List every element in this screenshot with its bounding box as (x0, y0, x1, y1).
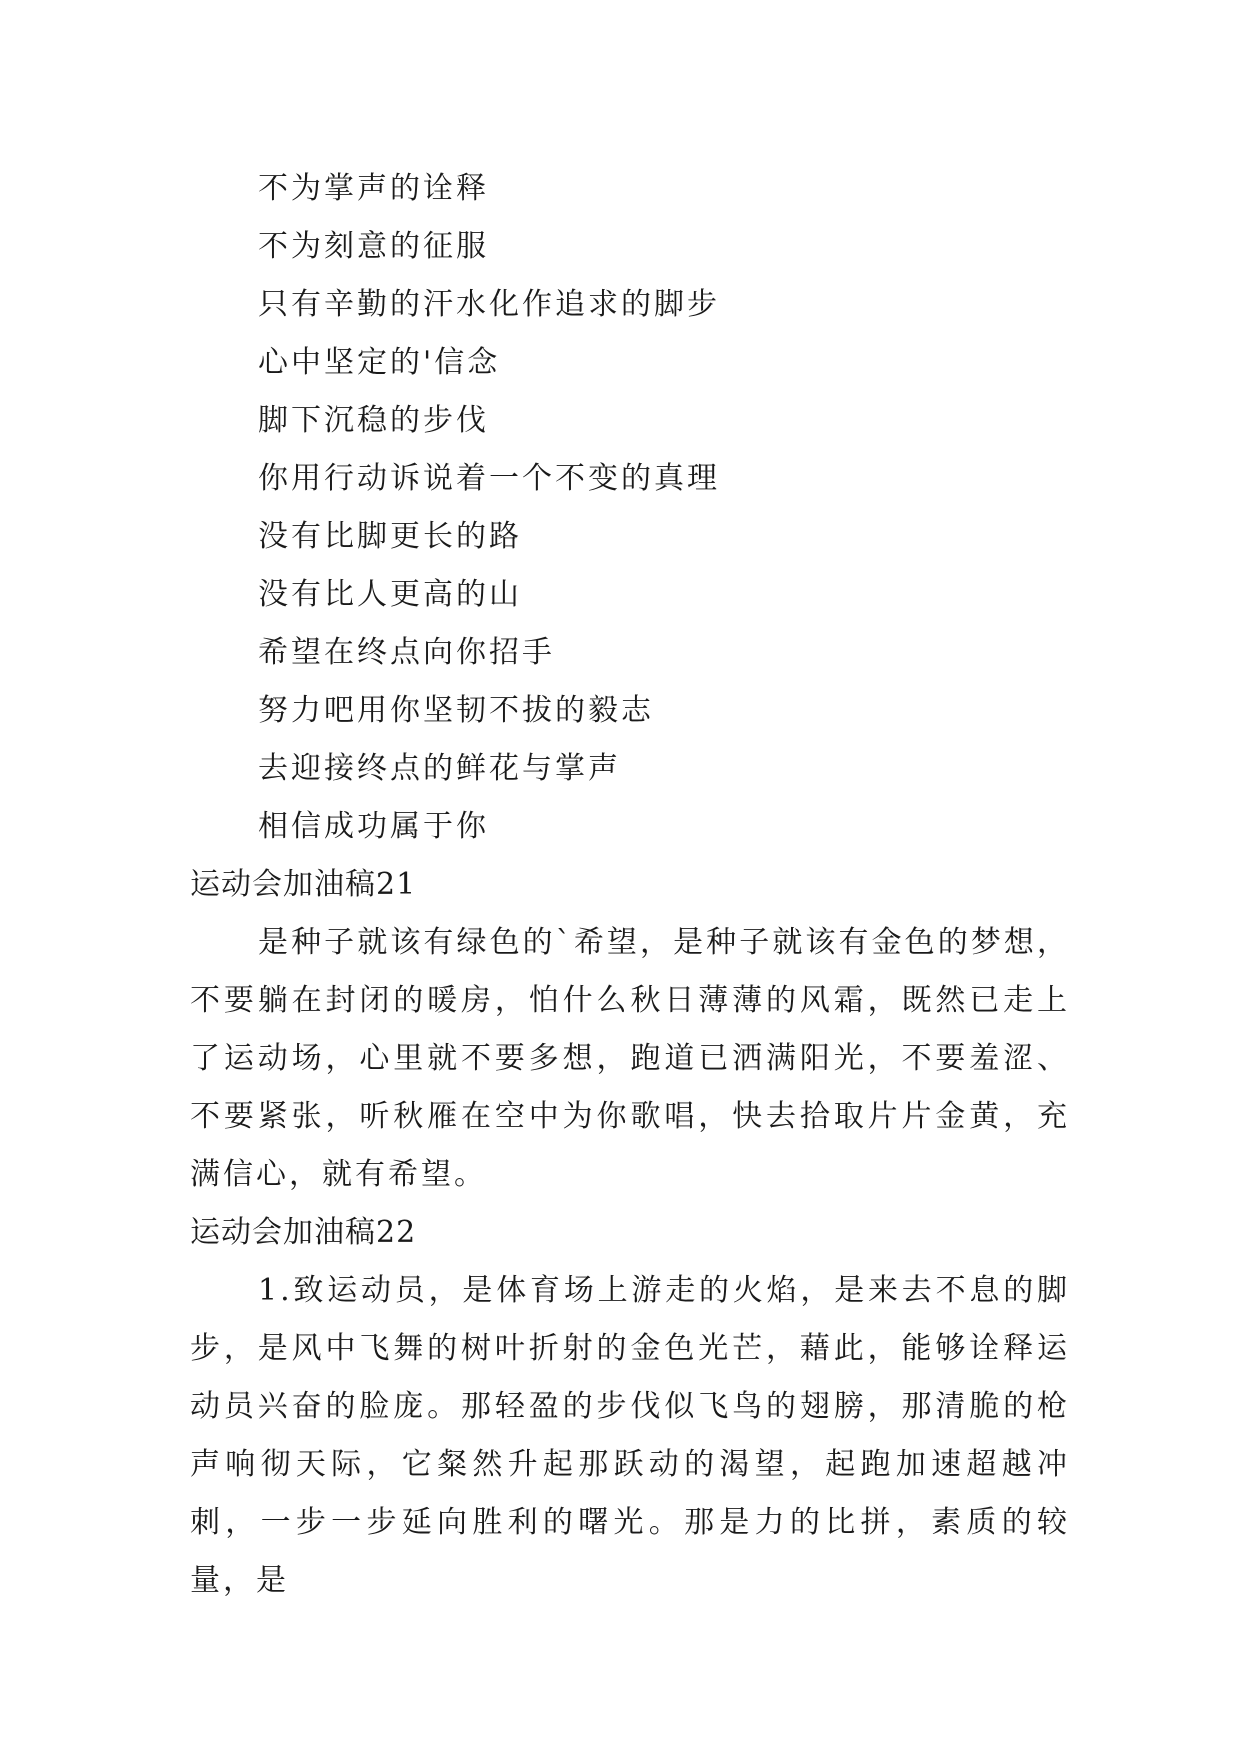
section-22-heading: 运动会加油稿22 (190, 1215, 417, 1250)
document-body (190, 160, 1070, 1610)
poem-line: 只有辛勤的汗水化作追求的脚步 (258, 287, 720, 322)
poem-line: 心中坚定的'信念 (258, 345, 501, 380)
section-21-paragraph: 是种子就该有绿色的`希望，是种子就该有金色的梦想，不要躺在封闭的暖房，怕什么秋日薄薄的风霜，既然已走上了运动场，心里就不要多想，跑道已洒满阳光，不要羞涩、不要紧张，听秋雁在空中为你歌唱，快去拾取片片金黄，充满信心，就有希望。 (190, 925, 1070, 1192)
poem-line: 去迎接终点的鲜花与掌声 (258, 751, 621, 786)
poem-block (190, 160, 1070, 856)
poem-line: 没有比脚更长的路 (258, 519, 522, 554)
poem-line: 努力吧用你坚韧不拔的毅志 (258, 693, 654, 728)
poem-line: 希望在终点向你招手 (258, 635, 555, 670)
section-22-paragraph: 1.致运动员，是体育场上游走的火焰，是来去不息的脚步，是风中飞舞的树叶折射的金色光芒，藉此，能够诠释运动员兴奋的脸庞。那轻盈的步伐似飞鸟的翅膀，那清脆的枪声响彻天际，它粲然升起那跃动的渴望，起跑加速超越冲刺，一步一步延向胜利的曙光。那是力的比拼，素质的较量，是 (190, 1273, 1070, 1598)
poem-line: 脚下沉稳的步伐 (258, 403, 489, 438)
poem-line: 不为刻意的征服 (258, 229, 489, 264)
poem-line: 你用行动诉说着一个不变的真理 (258, 461, 720, 496)
section-21-heading: 运动会加油稿21 (190, 867, 417, 902)
poem-line: 相信成功属于你 (258, 809, 489, 844)
poem-line: 没有比人更高的山 (258, 577, 522, 612)
poem-line: 不为掌声的诠释 (258, 171, 489, 206)
